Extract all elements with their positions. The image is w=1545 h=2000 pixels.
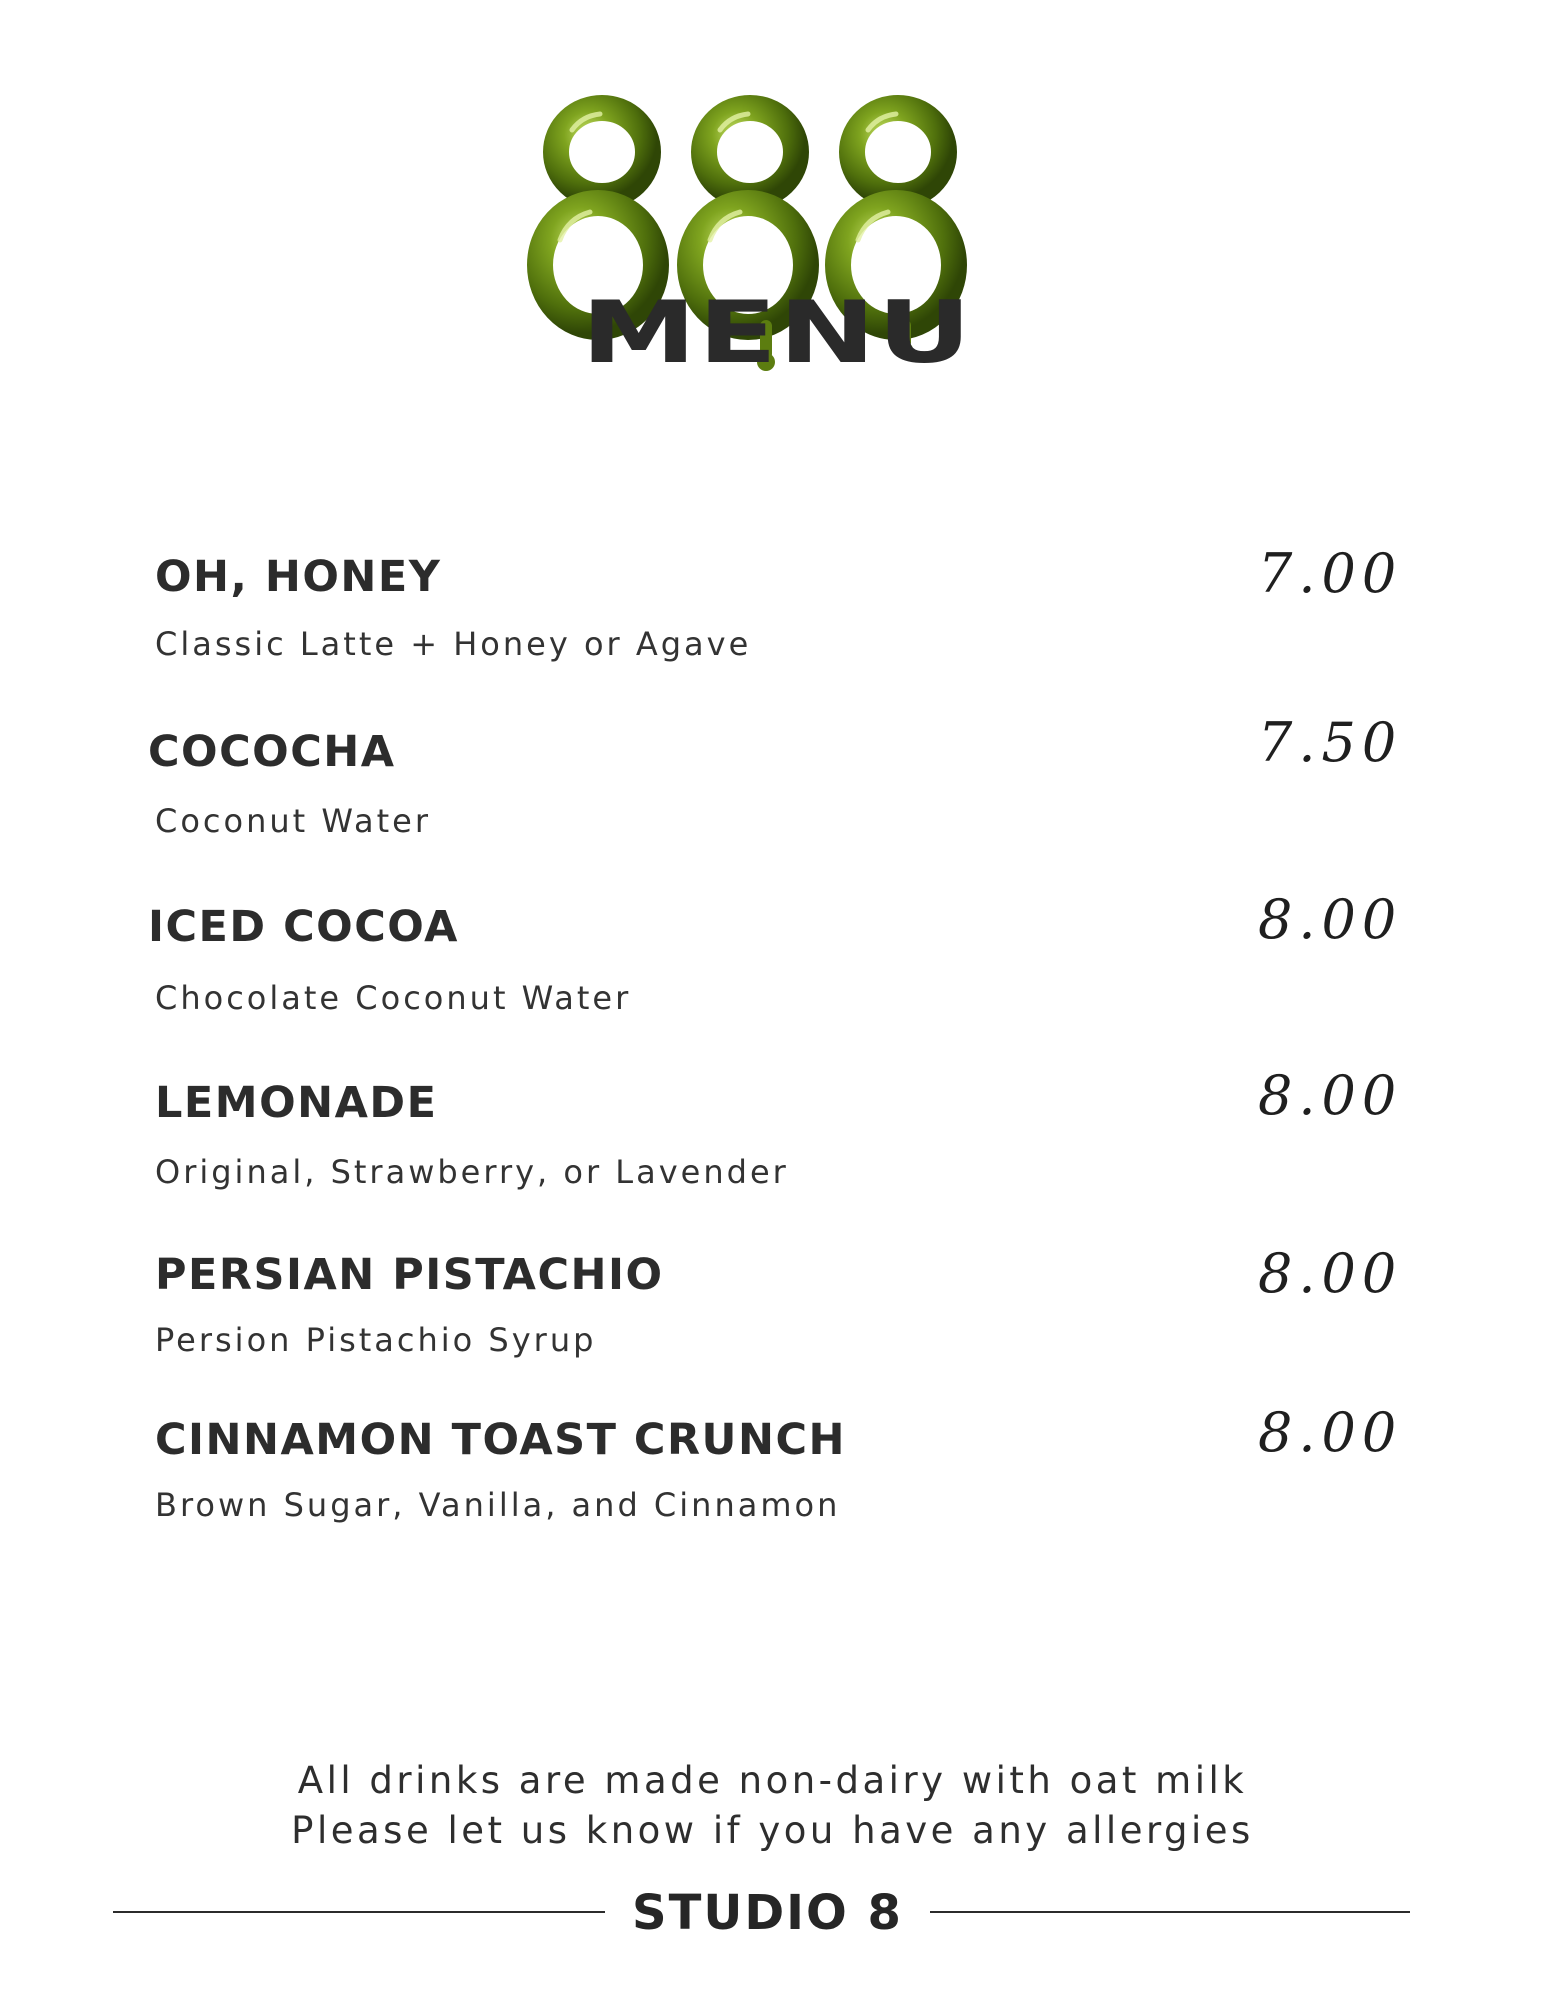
menu-item-description: Chocolate Coconut Water [155, 979, 632, 1017]
menu-item-price: 8.00 [1258, 1064, 1403, 1127]
menu-item-persian-pistachio [0, 1242, 1545, 1400]
footer-divider-right [930, 1911, 1410, 1913]
menu-item-name: ICED COCOA [148, 902, 459, 952]
menu-item-lemonade [0, 1064, 1545, 1228]
menu-item-price: 8.00 [1258, 1401, 1403, 1464]
menu-item-cinnamon-toast-crunch [0, 1401, 1545, 1565]
menu-item-price: 7.50 [1258, 711, 1403, 774]
footer-note-allergies: Please let us know if you have any allergies [291, 1809, 1254, 1852]
footer-brand: STUDIO 8 [632, 1885, 903, 1941]
menu-title: MENU [581, 283, 973, 383]
menu-item-description: Brown Sugar, Vanilla, and Cinnamon [155, 1486, 841, 1524]
menu-item-price: 7.00 [1258, 542, 1403, 605]
menu-item-description: Persion Pistachio Syrup [155, 1321, 597, 1359]
menu-item-price: 8.00 [1258, 888, 1403, 951]
menu-item-name: LEMONADE [155, 1078, 438, 1128]
menu-item-cococha [0, 711, 1545, 877]
menu-item-description: Original, Strawberry, or Lavender [155, 1153, 789, 1191]
footer-divider-left [113, 1911, 605, 1913]
menu-item-name: PERSIAN PISTACHIO [155, 1250, 664, 1300]
menu-item-price: 8.00 [1258, 1242, 1403, 1305]
footer-note-oat-milk: All drinks are made non-dairy with oat milk [297, 1759, 1248, 1802]
menu-item-iced-cocoa [0, 888, 1545, 1052]
menu-item-description: Classic Latte + Honey or Agave [155, 625, 752, 663]
menu-item-description: Coconut Water [155, 802, 431, 840]
menu-item-oh-honey [0, 542, 1545, 702]
menu-item-name: OH, HONEY [155, 552, 442, 602]
menu-item-name: COCOCHA [148, 727, 396, 777]
menu-item-name: CINNAMON TOAST CRUNCH [155, 1415, 847, 1465]
